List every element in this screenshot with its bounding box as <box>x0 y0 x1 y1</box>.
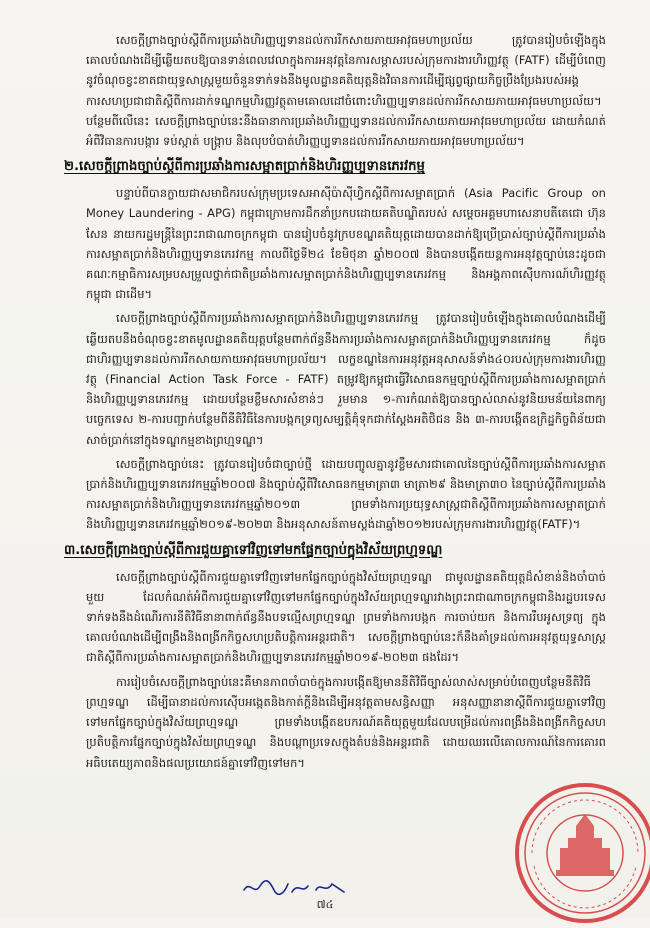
paragraph-6: ការរៀបចំសេចក្ដីព្រាងច្បាប់នេះគឺមានភាពចាំបាច់ក្នុងការបង្កើតឱ្យមាននីតិវិធីច្បាស់លាស់សម្រាប់បំពេញបន្ថែមនីតិវិធីព្រហ្មទណ្ឌ ដើម្បីធានាដល់ការស៊ើបអង្កេតនិងកាត់ក្ដីនិងដើម្បីអនុវត្តតាមសន្ធិសញ្ញា អនុសញ្ញានានាស្ដីពីការជួយគ្នាទៅវិញទៅមកផ្នែកច្បាប់ក្នុងវិស័យព្រហ្មទណ្ឌ ព្រមទាំងបង្កើតឧបករណ៍គតិយុត្តមួយដែលបម្រើដល់ការពង្រឹងនិងពង្រីកកិច្ចសហប្រតិបត្តិការផ្នែកច្បាប់ក្នុងវិស័យព្រហ្មទណ្ឌ និងបណ្ដាប្រទេសក្នុងតំបន់និងអន្តរជាតិ ដោយឈរលើគោលការណ៍នៃការគោរពអធិបតេយ្យភាពនិងផលប្រយោជន៍គ្នាទៅវិញទៅមក។ <box>86 674 606 770</box>
handwritten-initials-signature <box>240 874 350 900</box>
page-number: ៧៤ <box>316 898 334 911</box>
paragraph-2: បន្ទាប់ពីបានក្លាយជាសមាជិករបស់ក្រុមប្រទេសអាស៊ីប៉ាស៊ីហ្វិកស្ដីពីការសម្អាតប្រាក់ (Asia Pacific Group on Money Laundering - APG) កម្ពុជាក្រោមការដឹកនាំប្រកបដោយគតិបណ្ឌិតរបស់ សម្ដេចអគ្គមហាសេនាបតីតេជោ ហ៊ុន សែន នាយករដ្ឋមន្ត្រីនៃព្រះរាជាណាចក្រកម្ពុជា បានរៀបចំនូវក្របខណ្ឌគតិយុត្តដោយបានដាក់ឱ្យប្រើប្រាស់ច្បាប់ស្ដីពីការប្រឆាំងការសម្អាតប្រាក់និងហិរញ្ញប្បទានភេរវកម្ម កាលពីថ្ងៃទី២៤ ខែមិថុនា ឆ្នាំ២០០៧ និងបានបង្កើតយន្តការអនុវត្តច្បាប់នេះដូចជា គណៈកម្មាធិការសម្របសម្រួលថ្នាក់ជាតិប្រឆាំងការសម្អាតប្រាក់និងហិរញ្ញប្បទានភេរវកម្ម និងអង្គភាពស៊ើបការណ៍ហិរញ្ញវត្ថុកម្ពុជា ជាដើម។ <box>86 186 606 302</box>
paragraph-3: សេចក្ដីព្រាងច្បាប់ស្ដីពីការប្រឆាំងការសម្អាតប្រាក់និងហិរញ្ញប្បទានភេរវកម្ម ត្រូវបានរៀបចំឡើងក្នុងគោលបំណងដើម្បីឆ្លើយតបនឹងចំណុចខ្វះខាតមូលដ្ឋានគតិយុត្តបន្ថែមពាក់ព័ន្ធនឹងការប្រឆាំងការសម្អាតប្រាក់និងហិរញ្ញប្បទានភេរវកម្ម ក៏ដូចជាហិរញ្ញប្បទានដល់ការរីកសាយភាយអាវុធមហាប្រល័យ។ លក្ខខណ្ឌនៃការអនុវត្តអនុសាសន៍ទាំង៤០របស់ក្រុមការងារហិរញ្ញវត្ថុ (Financial Action Task Force - FATF) តម្រូវឱ្យកម្ពុជាធ្វើវិសោធនកម្មច្បាប់ស្ដីពីការប្រឆាំងការសម្អាតប្រាក់និងហិរញ្ញប្បទានភេរវកម្ម ដោយបន្ថែមខ្លឹមសារសំខាន់ៗ រួមមាន ១-ការកំណត់ឱ្យបានច្បាស់លាស់នូវនិយមន័យនៃពាក្យបច្ចេកទេស ២-ការបញ្ជាក់បន្ថែមពីនីតិវិធីនៃការបង្កកទ្រព្យសម្បត្តិគុំទុកជាក់ស្ដែងអតិថិជន និង ៣-ការបង្កើតឧក្រិដ្ឋកិច្ចពិន័យជាសាច់ប្រាក់នៅក្នុងទណ្ឌកម្មខាងព្រហ្មទណ្ឌ។ <box>86 311 606 447</box>
section-heading-2: ២.សេចក្ដីព្រាងច្បាប់ស្ដីពីការប្រឆាំងការសម្អាតប្រាក់និងហិរញ្ញប្បទានភេរវកម្ម <box>64 159 425 175</box>
document-body <box>64 30 606 777</box>
paragraph-4: សេចក្ដីព្រាងច្បាប់នេះ ត្រូវបានរៀបចំជាច្បាប់ថ្មី ដោយបញ្ចូលគ្នានូវខ្លឹមសារជាគោលនៃច្បាប់ស្ដីពីការប្រឆាំងការសម្អាតប្រាក់និងហិរញ្ញប្បទានភេរវកម្មឆ្នាំ២០០៧ និងច្បាប់ស្ដីពីវិសោធនកម្មមាត្រា៣ មាត្រា២៩ និងមាត្រា៣០ នៃច្បាប់ស្ដីពីការប្រឆាំងការសម្អាតប្រាក់និងហិរញ្ញប្បទានភេរវកម្មឆ្នាំ២០១៣ ព្រមទាំងការប្រយុទ្ធសាស្ត្រជាតិស្ដីពីការប្រឆាំងការសម្អាតប្រាក់និងហិរញ្ញប្បទានភេរវកម្មឆ្នាំ២០១៩-២០២៣ និងអនុសាសន៍តាមស្តង់ដាឆ្នាំ២០១២របស់ក្រុមការងារហិរញ្ញវត្ថុ(FATF)។ <box>86 456 606 532</box>
section-heading-3: ៣.សេចក្ដីព្រាងច្បាប់ស្ដីពីការជួយគ្នាទៅវិញទៅមកផ្នែកច្បាប់ក្នុងវិស័យព្រហ្មទណ្ឌ <box>64 542 443 558</box>
paragraph-5: សេចក្ដីព្រាងច្បាប់ស្ដីពីការជួយគ្នាទៅវិញទៅមកផ្នែកច្បាប់ក្នុងវិស័យព្រហ្មទណ្ឌ ជាមូលដ្ឋានគតិយុត្តដ៏សំខាន់និងចាំបាច់មួយ ដែលកំណត់អំពីការជួយគ្នាទៅវិញទៅមកផ្នែកច្បាប់ក្នុងវិស័យព្រហ្មទណ្ឌរវាងព្រះរាជាណាចក្រកម្ពុជានិងរដ្ឋបរទេស ទាក់ទងនឹងដំណើរការនីតិវិធីនានាពាក់ព័ន្ធនឹងបទល្មើសព្រហ្មទណ្ឌ ព្រមទាំងការបង្កក ការចាប់យក និងការរឹបអូសទ្រព្យ ក្នុងគោលបំណងដើម្បីពង្រឹងនិងពង្រីកកិច្ចសហប្រតិបត្តិការអន្តរជាតិ។ សេចក្ដីព្រាងច្បាប់នេះក៏នឹងគាំទ្រដល់ការអនុវត្តយុទ្ធសាស្ត្រជាតិស្ដីពីការប្រឆាំងការសម្អាតប្រាក់និងហិរញ្ញប្បទានភេរវកម្មឆ្នាំ២០១៩-២០២៣ ផងដែរ។ <box>86 569 606 665</box>
official-seal-stamp <box>510 778 650 928</box>
paragraph-1: សេចក្ដីព្រាងច្បាប់ស្ដីពីការប្រឆាំងហិរញ្ញប្បទានដល់ការរីកសាយភាយអាវុធមហាប្រល័យ ត្រូវបានរៀបចំឡើងក្នុងគោលបំណងដើម្បីឆ្លើយតបឱ្យបានទាន់ពេលវេលាក្នុងការអនុវត្តនៃការសម្ភាសរបស់ក្រុមការងារហិរញ្ញវត្ថុ (FATF) ដើម្បីបំពេញនូវចំណុចខ្វះខាតជាយុទ្ធសាស្ត្រមួយចំនួនទាក់ទងនឹងមូលដ្ឋានគតិយុត្តនិងវិធានការដើម្បីផ្សព្វផ្សាយកិច្ចប្រឹងប្រែងរបស់អង្គការសហប្រជាជាតិស្ដីពីការដាក់ទណ្ឌកម្មហិរញ្ញវត្ថុតាមគោលដៅចំពោះហិរញ្ញប្បទានដល់ការរីកសាយភាយអាវុធមហាប្រល័យ។ បន្ថែមពីលើនេះ សេចក្ដីព្រាងច្បាប់នេះនឹងធានាការប្រឆាំងហិរញ្ញប្បទានដល់ការរីកសាយភាយអាវុធមហាប្រល័យ ដោយកំណត់អំពីវិធានការបង្ការ ទប់ស្កាត់ បង្ក្រាប និងលុបបំបាត់ហិរញ្ញប្បទានដល់ការរីកសាយភាយអាវុធមហាប្រល័យ។ <box>86 33 606 149</box>
